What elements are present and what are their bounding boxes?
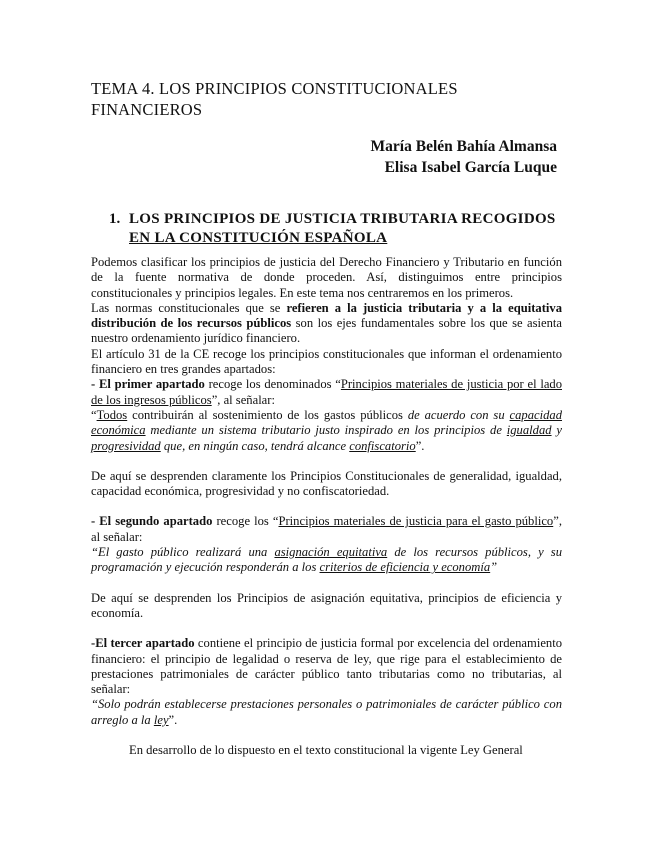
section-heading-line-1: LOS PRINCIPIOS DE JUSTICIA TRIBUTARIA RECOGIDOS xyxy=(129,211,556,227)
item1-bold: - El primer apartado xyxy=(91,377,205,392)
quote1-ital1: de acuerdo con su xyxy=(407,407,510,422)
spacer xyxy=(91,499,562,514)
item1-underlined: Principios materiales de justicia por el lado de los ingresos públicos xyxy=(91,377,562,407)
quote2-a: “El gasto público realizará una xyxy=(91,545,275,560)
p2-pre: Las normas constitucionales que se xyxy=(91,300,287,315)
section-heading xyxy=(129,210,569,248)
paragraph-2 xyxy=(91,301,562,347)
quote2-b: de los recursos públicos, y su programación y ejecución responderán a los xyxy=(91,545,563,575)
quote1-ital4: que, en ningún caso, tendrá alcance xyxy=(160,438,350,453)
author-2: Elisa Isabel García Luque xyxy=(384,159,557,176)
quote3-a: “Solo podrán establecerse prestaciones personales o patrimoniales de carácter público con arreglo a la xyxy=(91,697,562,727)
quote2-u2: criterios de eficiencia y economía xyxy=(319,560,491,575)
quote1-close: ”. xyxy=(415,438,425,453)
quote1-ital-u4: confiscatorio xyxy=(349,438,416,453)
quote3-u: ley xyxy=(153,712,169,727)
paragraph-4: De aquí se desprenden claramente los Principios Constitucionales de generalidad, igualdad, capacidad económica, progresividad y no confiscatoriedad. xyxy=(91,468,562,499)
paragraph-1: Podemos clasificar los principios de justicia del Derecho Financiero y Tributario en función de la fuente normativa de donde proceden. Así, distinguimos entre principios constitucionales y principios legales. En este tema nos centraremos en los primeros. xyxy=(91,255,562,300)
spacer xyxy=(91,621,562,636)
item-1 xyxy=(91,377,562,408)
quote3-close: ”. xyxy=(168,712,178,727)
paragraph-6: En desarrollo de lo dispuesto en el texto constitucional la vigente Ley General xyxy=(129,743,523,758)
item2-underlined: Principios materiales de justicia para el gasto público xyxy=(278,514,554,529)
authors-block xyxy=(371,136,557,178)
paragraph-5: De aquí se desprenden los Principios de asignación equitativa, principios de eficiencia y economía. xyxy=(91,590,562,620)
section-heading-line-2: EN LA CONSTITUCIÓN ESPAÑOLA xyxy=(129,230,388,246)
paragraph-3: El artículo 31 de la CE recoge los principios constitucionales que informan el ordenamiento financiero en tres grandes apartados: xyxy=(91,346,562,377)
item1-mid: recoge los denominados “ xyxy=(204,377,341,392)
author-1: María Belén Bahía Almansa xyxy=(370,138,557,155)
section-number: 1. xyxy=(109,211,121,227)
spacer xyxy=(91,454,562,469)
p2-post: son los ejes fundamentales sobre los que se asienta nuestro ordenamiento jurídico financiero. xyxy=(91,316,562,346)
quote1-todos: Todos xyxy=(96,407,128,422)
item-3 xyxy=(91,636,562,697)
quote1-plain: contribuirán al sostenimiento de los gastos públicos xyxy=(127,407,408,422)
quote2-c: ” xyxy=(490,560,498,575)
item-2 xyxy=(91,514,562,545)
quote-3 xyxy=(91,697,562,728)
body-text xyxy=(91,255,562,758)
quote-2 xyxy=(91,545,562,576)
quote1-ital-u2: igualdad xyxy=(506,423,552,438)
quote-1 xyxy=(91,408,562,454)
item2-bold: - El segundo apartado xyxy=(91,514,213,529)
quote1-ital2: mediante un sistema tributario justo inspirado en los principios de xyxy=(145,423,507,438)
item3-bold: -El tercer apartado xyxy=(91,636,195,651)
item1-post: ”, al señalar: xyxy=(211,392,275,407)
p2-bold: refieren a la justicia tributaria y a la equitativa distribución de los recursos públicos xyxy=(91,300,562,331)
item3-rest: contiene el principio de justicia formal por excelencia del ordenamiento financiero: el principio de legalidad o reserva de ley, que rige para el establecimiento de prestaciones patrimoniales de carácter público tanto tributarias como no tributarias, al señalar: xyxy=(91,636,563,697)
page-title: TEMA 4. LOS PRINCIPIOS CONSTITUCIONALES FINANCIEROS xyxy=(91,79,458,119)
spacer xyxy=(91,576,562,591)
spacer xyxy=(91,728,562,743)
quote1-open: “ xyxy=(91,407,97,422)
item2-post: ”, al señalar: xyxy=(91,514,562,544)
quote1-ital-u3: progresividad xyxy=(91,438,161,453)
quote2-u1: asignación equitativa xyxy=(274,545,388,560)
quote1-ital3: y xyxy=(551,423,562,438)
item2-mid: recoge los “ xyxy=(212,514,279,529)
quote1-ital-u1: capacidad económica xyxy=(91,407,563,438)
